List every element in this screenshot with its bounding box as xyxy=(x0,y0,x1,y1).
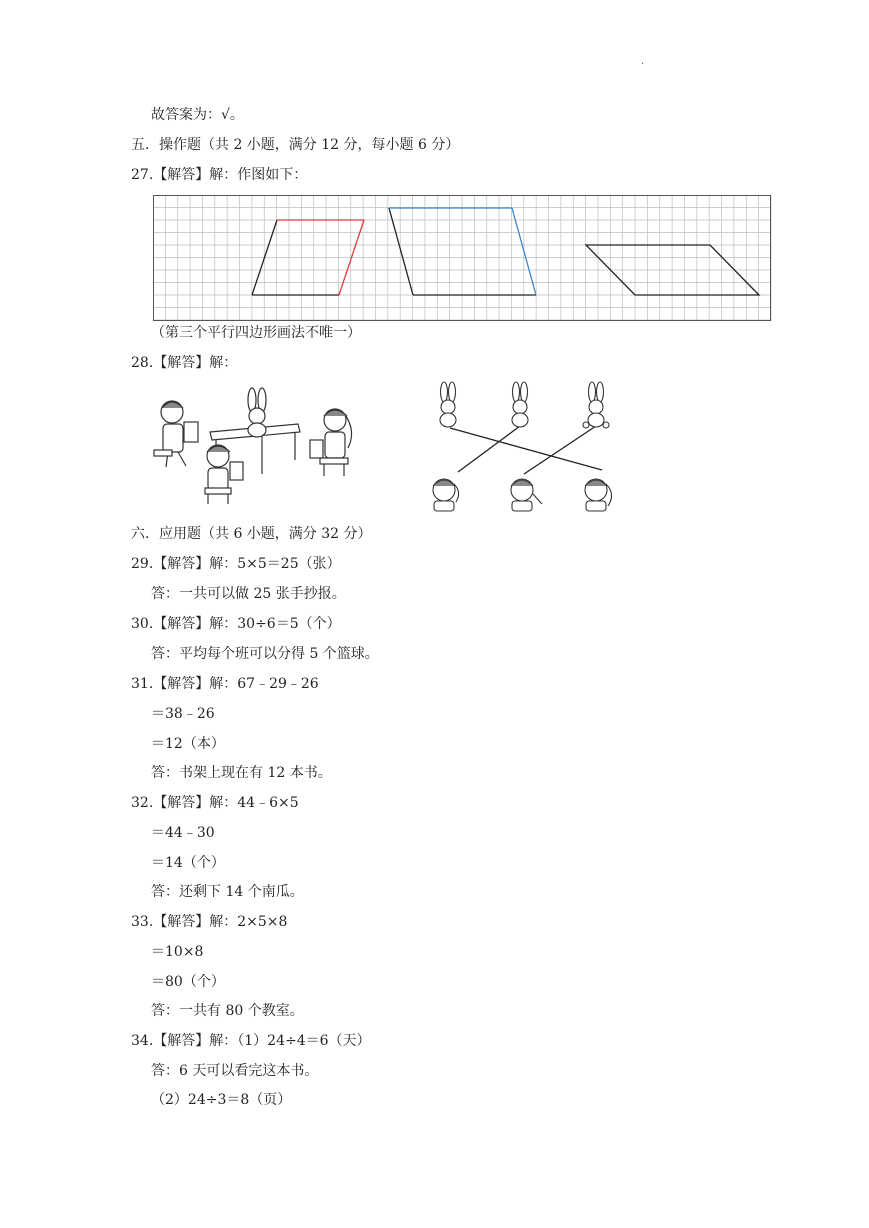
child-icon xyxy=(205,445,243,504)
q29-answer: 答：一共可以做 25 张手抄报。 xyxy=(151,586,346,602)
child-icon xyxy=(585,479,612,511)
q33-solution: 33.【解答】解：2×5×8 xyxy=(131,914,288,930)
rabbit-icon xyxy=(440,382,456,427)
child-icon xyxy=(511,479,542,511)
q29-solution: 29.【解答】解：5×5＝25（张） xyxy=(131,556,341,572)
q27-label: 27.【解答】解：作图如下： xyxy=(131,167,308,183)
grid-lines xyxy=(153,195,771,321)
q34-solution-part-2: （2）24÷3＝8（页） xyxy=(151,1092,292,1108)
parallelogram-2 xyxy=(389,208,536,295)
q28-label: 28.【解答】解： xyxy=(131,355,238,371)
q27-note: （第三个平行四边形画法不唯一） xyxy=(151,325,361,341)
q33-step-1: ＝10×8 xyxy=(151,944,204,960)
child-icon xyxy=(310,409,352,476)
q28-matching-illustration xyxy=(420,380,620,515)
section-six-heading: 六．应用题（共 6 小题，满分 32 分） xyxy=(131,526,372,542)
child-icon xyxy=(433,479,459,511)
q31-step-2: ＝12（本） xyxy=(151,736,225,752)
q31-step-1: ＝38﹣26 xyxy=(151,706,215,722)
q28-scene-illustration xyxy=(150,382,365,507)
q30-answer: 答：平均每个班可以分得 5 个篮球。 xyxy=(151,646,379,662)
rabbit-icon xyxy=(248,388,266,437)
q32-step-1: ＝44﹣30 xyxy=(151,825,215,841)
q31-answer: 答：书架上现在有 12 本书。 xyxy=(151,765,332,781)
header-dot: . xyxy=(641,56,645,67)
q33-answer: 答：一共有 80 个教室。 xyxy=(151,1003,304,1019)
q31-solution: 31.【解答】解：67﹣29﹣26 xyxy=(131,676,319,692)
q32-step-2: ＝14（个） xyxy=(151,855,225,871)
q27-grid-figure xyxy=(153,195,772,322)
answer-conclusion: 故答案为：√。 xyxy=(151,107,244,123)
q30-solution: 30.【解答】解：30÷6＝5（个） xyxy=(131,616,341,632)
section-five-heading: 五．操作题（共 2 小题，满分 12 分，每小题 6 分） xyxy=(131,137,460,153)
q33-step-2: ＝80（个） xyxy=(151,974,225,990)
q34-solution-part-1: 34.【解答】解：（1）24÷4＝6（天） xyxy=(131,1033,371,1049)
q34-answer-part-1: 答：6 天可以看完这本书。 xyxy=(151,1063,319,1079)
q32-solution: 32.【解答】解：44﹣6×5 xyxy=(131,795,299,811)
q32-answer: 答：还剩下 14 个南瓜。 xyxy=(151,884,304,900)
child-icon xyxy=(154,401,198,467)
rabbit-icon xyxy=(583,382,609,428)
rabbit-icon xyxy=(512,382,528,427)
matching-lines xyxy=(450,426,602,474)
